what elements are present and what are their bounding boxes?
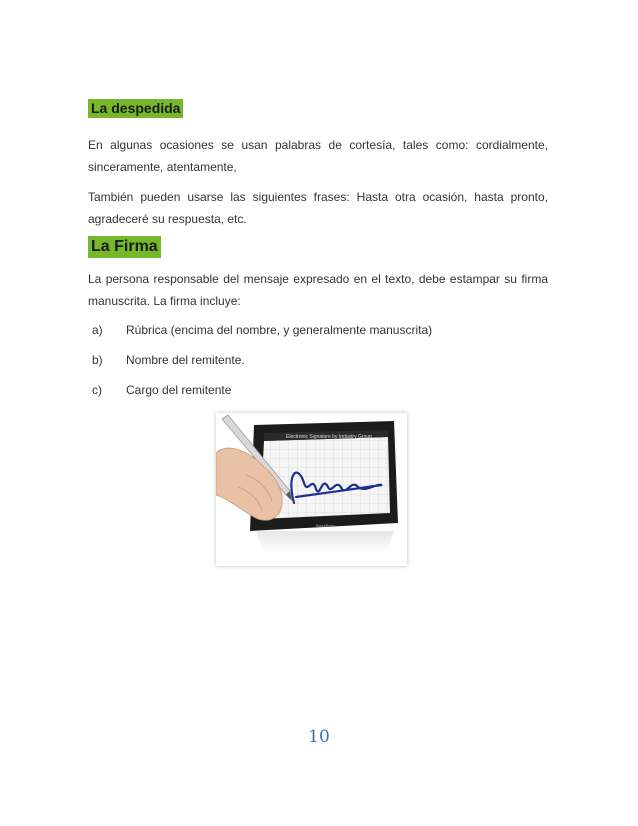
paragraph-despedida-1: En algunas ocasiones se usan palabras de cortesía, tales como: cordialmente, sinceramente, atentamente, bbox=[88, 138, 548, 174]
tablet-signature-image bbox=[216, 413, 407, 566]
screen-header-text: Electronic Signature by Industry Group bbox=[286, 434, 372, 440]
tablet-signature-illustration bbox=[216, 413, 407, 566]
list-item bbox=[92, 322, 432, 338]
list-marker: c) bbox=[92, 383, 102, 397]
list-item-text: Nombre del remitente. bbox=[126, 353, 245, 367]
paragraph-despedida-2: También pueden usarse las siguientes frases: Hasta otra ocasión, hasta pronto, agradeceré su respuesta, etc. bbox=[88, 190, 548, 226]
section-heading-despedida: La despedida bbox=[88, 99, 183, 118]
list-marker: a) bbox=[92, 323, 103, 337]
page-number: 10 bbox=[308, 727, 330, 747]
list-item-text: Cargo del remitente bbox=[126, 383, 232, 397]
device-brand-text: BlackBerry bbox=[316, 523, 336, 528]
list-item bbox=[92, 352, 245, 368]
paragraph-firma: La persona responsable del mensaje expresado en el texto, debe estampar su firma manuscrita. La firma incluye: bbox=[88, 272, 548, 308]
section-heading-firma: La Firma bbox=[88, 236, 161, 258]
list-item bbox=[92, 382, 231, 398]
list-marker: b) bbox=[92, 353, 103, 367]
list-item-text: Rúbrica (encima del nombre, y generalmente manuscrita) bbox=[126, 323, 433, 337]
